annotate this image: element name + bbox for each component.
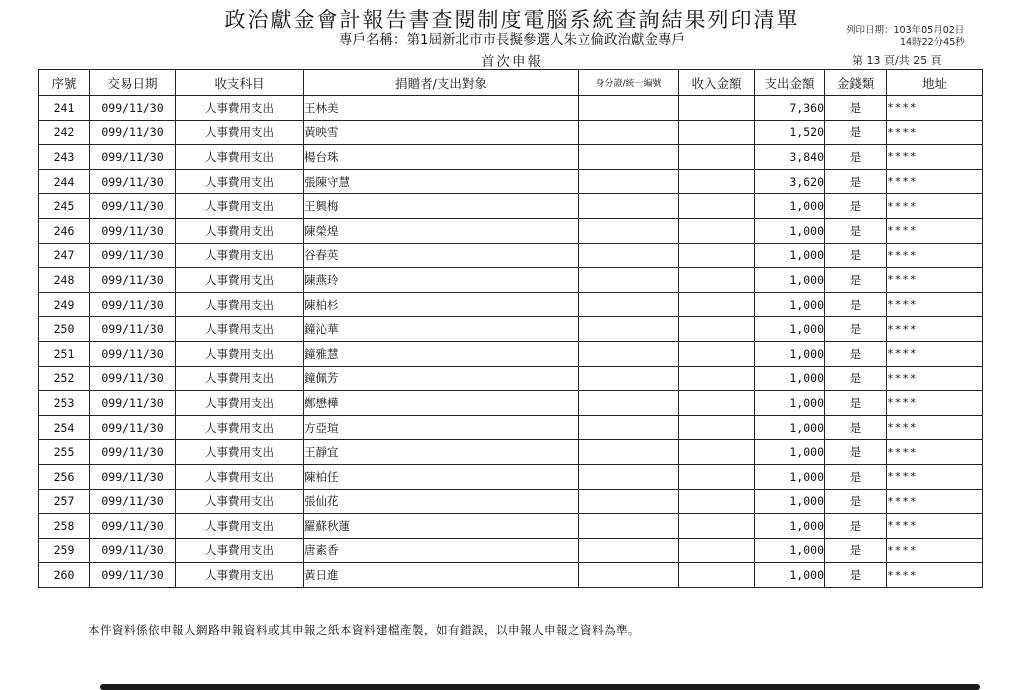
- cell-id-number: [579, 464, 679, 489]
- cell-date: 099/11/30: [90, 194, 176, 219]
- cell-expense: 1,000: [755, 243, 825, 268]
- table-row: [39, 563, 983, 588]
- ledger-body: [39, 96, 983, 588]
- cell-date: 099/11/30: [90, 243, 176, 268]
- disclaimer-note: 本件資料係依申報人網路申報資料或其申報之紙本資料建檔產製，如有錯誤，以申報人申報之資料為準。: [88, 623, 640, 637]
- cell-cash-type: 是: [825, 218, 887, 243]
- cell-payee: 鐘雅慧: [304, 341, 579, 366]
- cell-payee: 鐘佩芳: [304, 366, 579, 391]
- cell-id-number: [579, 292, 679, 317]
- cell-id-number: [579, 243, 679, 268]
- cell-date: 099/11/30: [90, 317, 176, 342]
- cell-expense: 1,000: [755, 489, 825, 514]
- cell-income: [679, 538, 755, 563]
- cell-cash-type: 是: [825, 145, 887, 170]
- cell-date: 099/11/30: [90, 292, 176, 317]
- cell-income: [679, 218, 755, 243]
- cell-cash-type: 是: [825, 317, 887, 342]
- cell-date: 099/11/30: [90, 96, 176, 121]
- table-row: [39, 538, 983, 563]
- cell-income: [679, 317, 755, 342]
- cell-id-number: [579, 366, 679, 391]
- cell-income: [679, 440, 755, 465]
- table-row: [39, 120, 983, 145]
- scan-edge-shadow: [100, 684, 980, 690]
- cell-payee: 陳柏杉: [304, 292, 579, 317]
- cell-serial: 256: [39, 464, 90, 489]
- cell-serial: 247: [39, 243, 90, 268]
- cell-category: 人事費用支出: [176, 317, 304, 342]
- cell-cash-type: 是: [825, 464, 887, 489]
- column-header-id-number: 身分證/統一編號: [579, 70, 679, 96]
- cell-date: 099/11/30: [90, 563, 176, 588]
- cell-category: 人事費用支出: [176, 145, 304, 170]
- cell-id-number: [579, 120, 679, 145]
- cell-income: [679, 366, 755, 391]
- cell-payee: 黃日進: [304, 563, 579, 588]
- cell-id-number: [579, 415, 679, 440]
- cell-address: ****: [887, 96, 983, 121]
- cell-category: 人事費用支出: [176, 341, 304, 366]
- cell-date: 099/11/30: [90, 514, 176, 539]
- cell-payee: 王林美: [304, 96, 579, 121]
- cell-date: 099/11/30: [90, 464, 176, 489]
- cell-id-number: [579, 317, 679, 342]
- cell-income: [679, 464, 755, 489]
- cell-payee: 張仙花: [304, 489, 579, 514]
- column-header-date: 交易日期: [90, 70, 176, 96]
- cell-serial: 243: [39, 145, 90, 170]
- cell-category: 人事費用支出: [176, 440, 304, 465]
- cell-income: [679, 268, 755, 293]
- cell-category: 人事費用支出: [176, 243, 304, 268]
- cell-serial: 255: [39, 440, 90, 465]
- cell-serial: 254: [39, 415, 90, 440]
- cell-income: [679, 489, 755, 514]
- cell-payee: 羅蘇秋蓮: [304, 514, 579, 539]
- ledger-table: [38, 69, 983, 588]
- cell-serial: 258: [39, 514, 90, 539]
- cell-date: 099/11/30: [90, 489, 176, 514]
- cell-expense: 1,000: [755, 194, 825, 219]
- cell-serial: 241: [39, 96, 90, 121]
- table-row: [39, 145, 983, 170]
- cell-serial: 257: [39, 489, 90, 514]
- cell-address: ****: [887, 538, 983, 563]
- cell-cash-type: 是: [825, 514, 887, 539]
- cell-cash-type: 是: [825, 292, 887, 317]
- cell-payee: 鄭懋樺: [304, 391, 579, 416]
- cell-address: ****: [887, 563, 983, 588]
- cell-date: 099/11/30: [90, 538, 176, 563]
- cell-address: ****: [887, 415, 983, 440]
- cell-income: [679, 415, 755, 440]
- cell-payee: 鐘沁華: [304, 317, 579, 342]
- cell-cash-type: 是: [825, 96, 887, 121]
- cell-category: 人事費用支出: [176, 120, 304, 145]
- cell-expense: 1,000: [755, 415, 825, 440]
- cell-cash-type: 是: [825, 563, 887, 588]
- cell-category: 人事費用支出: [176, 514, 304, 539]
- cell-payee: 陳榮煌: [304, 218, 579, 243]
- cell-expense: 1,000: [755, 292, 825, 317]
- cell-address: ****: [887, 218, 983, 243]
- cell-address: ****: [887, 145, 983, 170]
- cell-category: 人事費用支出: [176, 464, 304, 489]
- column-header-serial: 序號: [39, 70, 90, 96]
- cell-payee: 陳燕玲: [304, 268, 579, 293]
- account-name: 專戶名稱：第1屆新北市市長擬參選人朱立倫政治獻金專戶: [338, 32, 686, 48]
- cell-income: [679, 341, 755, 366]
- cell-address: ****: [887, 169, 983, 194]
- cell-category: 人事費用支出: [176, 391, 304, 416]
- cell-address: ****: [887, 243, 983, 268]
- cell-income: [679, 194, 755, 219]
- cell-date: 099/11/30: [90, 169, 176, 194]
- cell-expense: 1,000: [755, 440, 825, 465]
- cell-expense: 1,000: [755, 218, 825, 243]
- cell-date: 099/11/30: [90, 268, 176, 293]
- cell-income: [679, 120, 755, 145]
- cell-expense: 1,000: [755, 538, 825, 563]
- column-header-cash-type: 金錢類: [825, 70, 887, 96]
- cell-payee: 王靜宜: [304, 440, 579, 465]
- cell-cash-type: 是: [825, 243, 887, 268]
- table-row: [39, 514, 983, 539]
- cell-category: 人事費用支出: [176, 489, 304, 514]
- cell-date: 099/11/30: [90, 415, 176, 440]
- cell-address: ****: [887, 292, 983, 317]
- cell-income: [679, 145, 755, 170]
- cell-category: 人事費用支出: [176, 218, 304, 243]
- cell-income: [679, 96, 755, 121]
- cell-date: 099/11/30: [90, 145, 176, 170]
- cell-serial: 252: [39, 366, 90, 391]
- cell-serial: 251: [39, 341, 90, 366]
- cell-category: 人事費用支出: [176, 366, 304, 391]
- cell-address: ****: [887, 120, 983, 145]
- cell-expense: 1,000: [755, 366, 825, 391]
- cell-payee: 唐素香: [304, 538, 579, 563]
- cell-category: 人事費用支出: [176, 415, 304, 440]
- cell-category: 人事費用支出: [176, 169, 304, 194]
- cell-category: 人事費用支出: [176, 268, 304, 293]
- column-header-category: 收支科目: [176, 70, 304, 96]
- cell-serial: 245: [39, 194, 90, 219]
- cell-cash-type: 是: [825, 415, 887, 440]
- cell-expense: 1,000: [755, 391, 825, 416]
- table-row: [39, 292, 983, 317]
- cell-id-number: [579, 268, 679, 293]
- cell-id-number: [579, 489, 679, 514]
- cell-expense: 3,620: [755, 169, 825, 194]
- table-row: [39, 194, 983, 219]
- cell-serial: 248: [39, 268, 90, 293]
- cell-payee: 谷春英: [304, 243, 579, 268]
- cell-date: 099/11/30: [90, 440, 176, 465]
- cell-date: 099/11/30: [90, 366, 176, 391]
- cell-id-number: [579, 169, 679, 194]
- cell-address: ****: [887, 268, 983, 293]
- print-time: 14時22分45秒: [900, 37, 965, 48]
- page-indicator: 第 13 頁/共 25 頁: [852, 54, 942, 67]
- column-header-payee: 捐贈者/支出對象: [304, 70, 579, 96]
- cell-expense: 1,000: [755, 464, 825, 489]
- cell-category: 人事費用支出: [176, 538, 304, 563]
- cell-date: 099/11/30: [90, 218, 176, 243]
- cell-category: 人事費用支出: [176, 194, 304, 219]
- cell-address: ****: [887, 464, 983, 489]
- cell-serial: 249: [39, 292, 90, 317]
- table-row: [39, 218, 983, 243]
- cell-expense: 1,520: [755, 120, 825, 145]
- table-row: [39, 169, 983, 194]
- column-header-expense: 支出金額: [755, 70, 825, 96]
- print-date: 列印日期：103年05月02日: [846, 25, 965, 36]
- column-header-address: 地址: [887, 70, 983, 96]
- cell-cash-type: 是: [825, 489, 887, 514]
- cell-serial: 244: [39, 169, 90, 194]
- cell-payee: 方亞瑄: [304, 415, 579, 440]
- cell-id-number: [579, 391, 679, 416]
- cell-cash-type: 是: [825, 440, 887, 465]
- cell-payee: 陳柏任: [304, 464, 579, 489]
- cell-payee: 楊台珠: [304, 145, 579, 170]
- cell-cash-type: 是: [825, 120, 887, 145]
- cell-date: 099/11/30: [90, 391, 176, 416]
- cell-address: ****: [887, 514, 983, 539]
- cell-cash-type: 是: [825, 366, 887, 391]
- document-title: 政治獻金會計報告書查閱制度電腦系統查詢結果列印清單: [224, 8, 800, 32]
- cell-payee: 王興梅: [304, 194, 579, 219]
- cell-cash-type: 是: [825, 341, 887, 366]
- table-row: [39, 464, 983, 489]
- cell-id-number: [579, 538, 679, 563]
- cell-cash-type: 是: [825, 194, 887, 219]
- cell-expense: 1,000: [755, 563, 825, 588]
- cell-income: [679, 243, 755, 268]
- cell-income: [679, 292, 755, 317]
- table-row: [39, 440, 983, 465]
- cell-cash-type: 是: [825, 169, 887, 194]
- cell-date: 099/11/30: [90, 341, 176, 366]
- cell-serial: 260: [39, 563, 90, 588]
- cell-expense: 7,360: [755, 96, 825, 121]
- cell-id-number: [579, 563, 679, 588]
- cell-cash-type: 是: [825, 391, 887, 416]
- cell-id-number: [579, 440, 679, 465]
- cell-category: 人事費用支出: [176, 96, 304, 121]
- cell-address: ****: [887, 341, 983, 366]
- cell-payee: 張陳守慧: [304, 169, 579, 194]
- cell-address: ****: [887, 391, 983, 416]
- table-row: [39, 341, 983, 366]
- cell-income: [679, 169, 755, 194]
- cell-expense: 3,840: [755, 145, 825, 170]
- cell-id-number: [579, 96, 679, 121]
- cell-id-number: [579, 194, 679, 219]
- cell-income: [679, 563, 755, 588]
- cell-serial: 250: [39, 317, 90, 342]
- cell-serial: 253: [39, 391, 90, 416]
- table-row: [39, 391, 983, 416]
- report-type: 首次申報: [481, 54, 543, 70]
- cell-income: [679, 514, 755, 539]
- cell-expense: 1,000: [755, 268, 825, 293]
- cell-serial: 259: [39, 538, 90, 563]
- table-row: [39, 317, 983, 342]
- table-row: [39, 415, 983, 440]
- table-row: [39, 243, 983, 268]
- cell-cash-type: 是: [825, 268, 887, 293]
- cell-expense: 1,000: [755, 514, 825, 539]
- cell-address: ****: [887, 317, 983, 342]
- cell-cash-type: 是: [825, 538, 887, 563]
- cell-address: ****: [887, 489, 983, 514]
- cell-id-number: [579, 341, 679, 366]
- cell-category: 人事費用支出: [176, 292, 304, 317]
- table-row: [39, 96, 983, 121]
- cell-income: [679, 391, 755, 416]
- cell-date: 099/11/30: [90, 120, 176, 145]
- cell-id-number: [579, 145, 679, 170]
- table-row: [39, 489, 983, 514]
- table-header-row: [39, 70, 983, 96]
- cell-serial: 246: [39, 218, 90, 243]
- cell-serial: 242: [39, 120, 90, 145]
- column-header-income: 收入金額: [679, 70, 755, 96]
- cell-expense: 1,000: [755, 317, 825, 342]
- cell-expense: 1,000: [755, 341, 825, 366]
- cell-id-number: [579, 514, 679, 539]
- cell-address: ****: [887, 366, 983, 391]
- table-row: [39, 366, 983, 391]
- cell-category: 人事費用支出: [176, 563, 304, 588]
- cell-address: ****: [887, 194, 983, 219]
- table-row: [39, 268, 983, 293]
- cell-id-number: [579, 218, 679, 243]
- cell-address: ****: [887, 440, 983, 465]
- cell-payee: 黃映雪: [304, 120, 579, 145]
